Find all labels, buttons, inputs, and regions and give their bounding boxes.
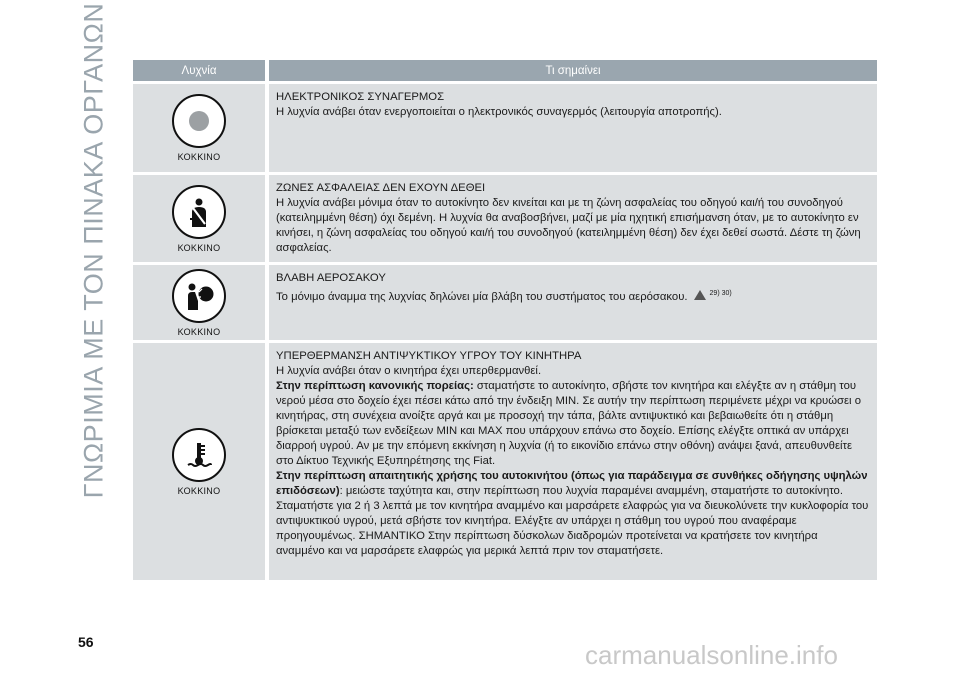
row-text: Η λυχνία ανάβει μόνιμα όταν το αυτοκίνητο δεν κινείται και με τη ζώνη ασφαλείας του οδηγού και/ή του συνοδηγού (κατειλημμένη θέση) όχι δεμένη. Η λυχνία θα αναβοσβήνει, μαζί με μία ηχητική επισήμανση όταν, με το αυτοκίνητο εν κινήσει, η ζώνη ασφαλείας του οδηγού και/ή του συνοδηγού (κατειλημμένη θέση) δεν έχει δεθεί σωστά. Δέστε τη ζώνη ασφαλείας. [276, 197, 861, 254]
page-number: 56 [78, 634, 94, 650]
header-light: Λυχνία [133, 60, 265, 81]
icon-cell [133, 175, 265, 262]
watermark: carmanualsonline.info [585, 640, 838, 670]
section-side-title [74, 2, 114, 498]
row-text: Η λυχνία ανάβει όταν ενεργοποιείται ο ηλεκτρονικός συναγερμός (λειτουργία αποτροπής). [276, 106, 722, 118]
row-title: ΥΠΕΡΘΕΡΜΑΝΣΗ ΑΝΤΙΨΥΚΤΙΚΟΥ ΥΓΡΟΥ ΤΟΥ ΚΙΝΗΤΗΡΑ [276, 350, 582, 362]
row-title: ΒΛΑΒΗ ΑΕΡΟΣΑΚΟΥ [276, 272, 386, 284]
table-header [133, 60, 877, 81]
table-row [133, 265, 877, 340]
section-side-title-text: ΓΝΩΡΙΜΙΑ ΜΕ ΤΟΝ ΠΙΝΑΚΑ ΟΡΓΑΝΩΝ [78, 2, 109, 498]
row-text-body: Το μόνιμο άναμμα της λυχνίας δηλώνει μία βλάβη του συστήματος του αερόσακου. [276, 290, 688, 303]
description-cell [269, 84, 877, 172]
demanding-use-label: Στην περίπτωση απαιτητικής χρήσης του αυτοκινήτου (όπως για παράδειγμα σε συνθήκες οδήγησης υψηλών επιδόσεων) [276, 470, 868, 497]
airbag-icon [172, 269, 226, 323]
warning-references: 29) 30) [709, 290, 732, 297]
row-text [276, 286, 869, 305]
warning-triangle-icon [694, 290, 706, 300]
table-row [133, 84, 877, 172]
description-cell [269, 343, 877, 580]
table-row [133, 343, 877, 580]
row-text: Η λυχνία ανάβει όταν ο κινητήρα έχει υπερθερμανθεί. [276, 365, 542, 377]
coolant-temperature-icon [172, 428, 226, 482]
icon-cell [133, 265, 265, 340]
row-title: ΖΩΝΕΣ ΑΣΦΑΛΕΙΑΣ ΔΕΝ ΕΧΟΥΝ ΔΕΘΕΙ [276, 182, 486, 194]
icon-cell [133, 84, 265, 172]
color-label: ΚΟΚΚΙΝΟ [177, 242, 221, 253]
table-row [133, 175, 877, 262]
row-title: ΗΛΕΚΤΡΟΝΙΚΟΣ ΣΥΝΑΓΕΡΜΟΣ [276, 91, 445, 103]
warning-light-dot-icon [172, 94, 226, 148]
icon-cell [133, 343, 265, 580]
description-cell [269, 175, 877, 262]
color-label: ΚΟΚΚΙΝΟ [177, 485, 221, 496]
seatbelt-icon [172, 185, 226, 239]
color-label: ΚΟΚΚΙΝΟ [177, 152, 221, 162]
normal-driving-text: σταματήστε το αυτοκίνητο, σβήστε τον κινητήρα και ελέγξτε αν η στάθμη του νερού μέσα στο δοχείο έχει πέσει κάτω από την ένδειξη MIN. Σε αυτήν την περίπτωση περιμένετε μέχρι να κρυώσει ο κινητήρας, στη συνέχεια ανοίξτε αργά και με προσοχή την τάπα, βάλτε αντιψυκτικό και βεβαιωθείτε ότι η στάθμη βρίσκεται μεταξύ των ενδείξεων MIN και MAX που υπάρχουν επάνω στο δοχείο. Επίσης ελέγξτε οπτικά αν υπάρχει διαρροή υγρού. Αν με την επόμενη εκκίνηση η λυχνία (ή το εικονίδιο επάνω στην οθόνη) ανάψει ξανά, απευθυνθείτε στο Δίκτυο Τεχνικής Εξυπηρέτησης της Fiat. [276, 380, 861, 467]
normal-driving-label: Στην περίπτωση κανονικής πορείας: [276, 380, 474, 392]
demanding-use-paragraph [276, 469, 869, 559]
description-cell [269, 265, 877, 340]
color-label: ΚΟΚΚΙΝΟ [177, 326, 221, 337]
header-meaning: Τι σημαίνει [269, 60, 877, 81]
normal-driving-paragraph [276, 379, 869, 469]
demanding-use-text: : μειώστε ταχύτητα και, στην περίπτωση που λυχνία παραμένει αναμμένη, σταματήστε το αυτοκίνητο. Σταματήστε για 2 ή 3 λεπτά με τον κινητήρα αναμμένο και μαρσάρετε ελαφρώς για να διευκολύνετε την κυκλοφορία του αντιψυκτικού υγρού, μετά σβήστε τον κινητήρα. Ελέγξτε αν υπάρχει η στάθμη του υγρού που αναφέραμε προηγουμένως. ΣΗΜΑΝΤΙΚΟ Στην περίπτωση δύσκολων διαδρομών προτείνεται να κρατήσετε τον κινητήρα αναμμένο και να μαρσάρετε ελαφρώς για μερικά λεπτά πριν τον σταματήσετε. [276, 485, 869, 557]
warning-lights-table [133, 60, 877, 583]
